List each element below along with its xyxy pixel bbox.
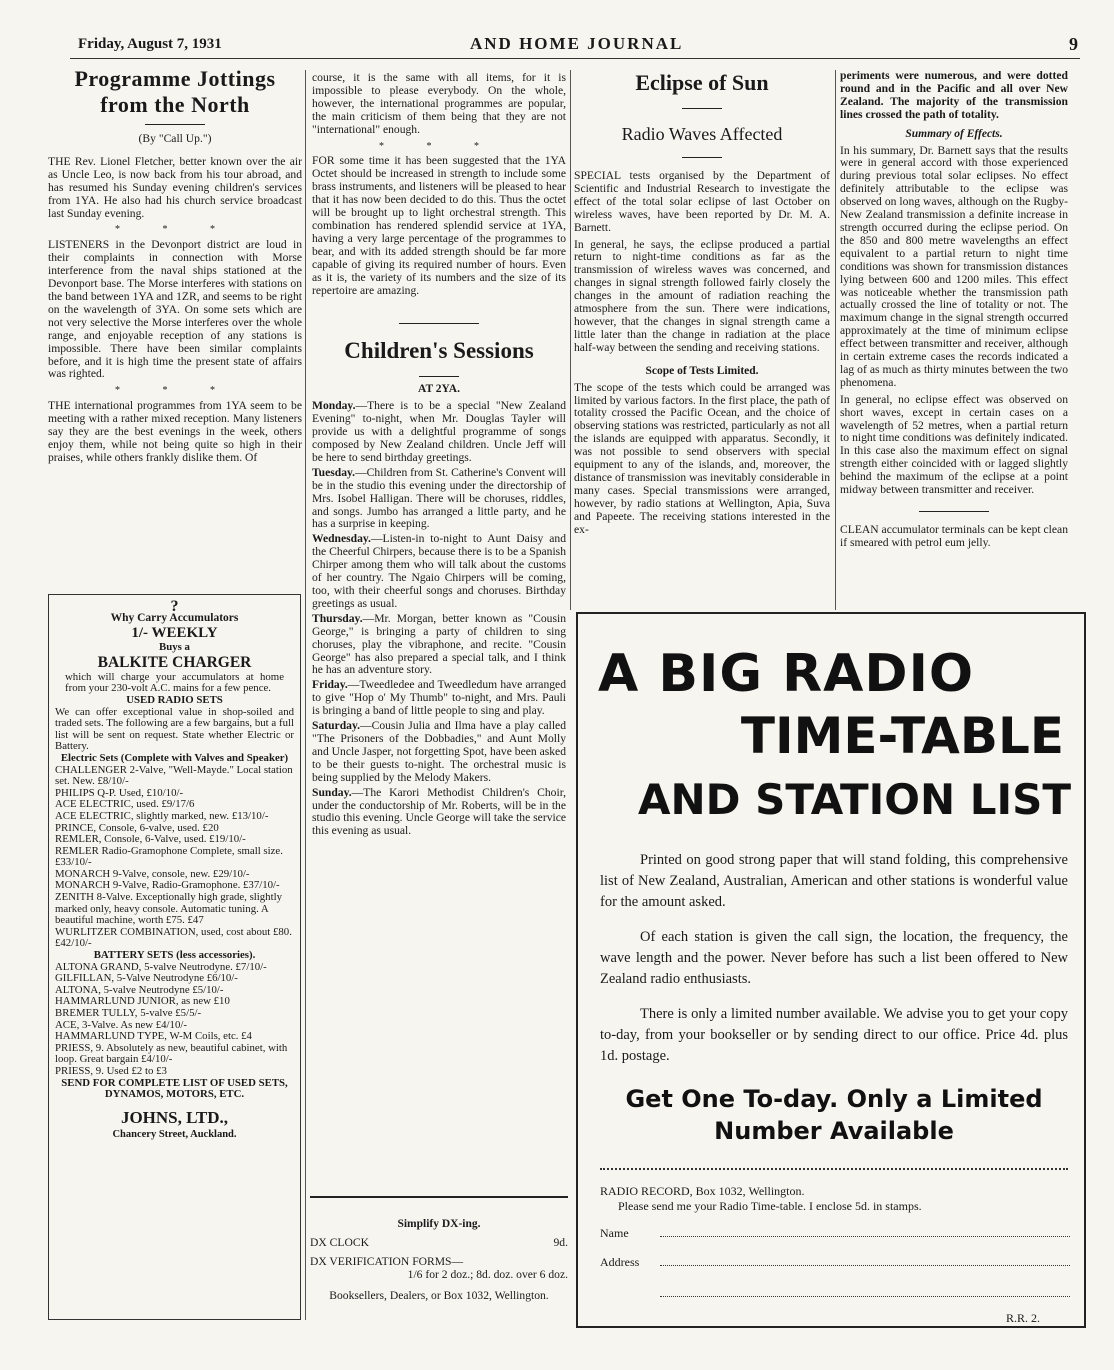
list-item: WURLITZER COMBINATION, used, cost about £80. £42/10/- bbox=[55, 925, 292, 950]
coupon-cutline bbox=[600, 1168, 1068, 1170]
column-programme-jottings bbox=[48, 66, 302, 469]
coupon-request: Please send me your Radio Time-table. I enclose 5d. in stamps. bbox=[618, 1199, 922, 1213]
address-row-2 bbox=[600, 1286, 1070, 1297]
paragraph: periments were numerous, and were dotted round and in the Pacific and all over New Zealand. The majority of the transmission lines crossed the path of totality. bbox=[840, 69, 1068, 121]
list-item: ALTONA, 5-valve Neutrodyne £5/10/- bbox=[55, 983, 224, 996]
schedule-item-sunday: Sunday.—The Karori Methodist Children's Choir, under the conductorship of Mr. Roberts, will be in the studio this evening. Uncle George will take the service this evening as usual. bbox=[312, 785, 566, 838]
divider bbox=[145, 124, 205, 125]
paragraph: SPECIAL tests organised by the Department of Scientific and Industrial Research to investigate the effect of the total solar eclipse of last October on wireless waves, have been reported by Dr. M. A. Barnett. bbox=[574, 169, 830, 234]
dx-clock-row bbox=[310, 1237, 568, 1250]
paragraph: course, it is the same with all items, for it is impossible to please everybody. On the whole, however, the international programmes are popular, the main criticism of them being that they are not "international" enough. bbox=[312, 71, 566, 136]
dx-clock-label: DX CLOCK bbox=[310, 1235, 369, 1249]
address-row bbox=[600, 1255, 1070, 1270]
list-item: ALTONA GRAND, 5-valve Neutrodyne. £7/10/- bbox=[55, 960, 267, 973]
paragraph: THE Rev. Lionel Fletcher, better known over the air as Uncle Leo, is now back from his tour abroad, and has resumed his Sunday evening children's services from 1YA. He also had his church service broadcast last Sunday evening. bbox=[48, 154, 302, 220]
list-item: PRIESS, 9. Absolutely as new, beautiful cabinet, with loop. Great bargain £4/10/- bbox=[55, 1041, 288, 1066]
list-item: REMLER, Console, 6-Valve, used. £19/10/- bbox=[55, 833, 246, 846]
dx-where: Booksellers, Dealers, or Box 1032, Wellington. bbox=[329, 1288, 549, 1302]
column-eclipse bbox=[574, 70, 830, 540]
list-item: REMLER Radio-Gramophone Complete, small size. £33/10/- bbox=[55, 844, 283, 869]
paragraph: In his summary, Dr. Barnett says that the results were in general accord with those experienced during previous total solar eclipses. No effect definitely attributable to the eclipse was observed on long waves, although on the Rugby-New Zealand transmission a definite increase in strength occurred during the eclipse period. On the 850 and 800 metre wavelengths an effect equivalent to a partial return to night time conditions was shown for transmission distances lying between 600 and 1200 miles. This effect was noticeable whether the transmission path actually crossed the line of totality or not. The maximum change in the signal strength occurred approximately at the time of minimum eclipse effect between transmitter and receiver, although in certain extreme cases the records indicated a lag of as much as thirty minutes between the two phenomena. bbox=[840, 143, 1068, 389]
list-item: ACE ELECTRIC, slightly marked, new. £13/10/- bbox=[55, 809, 269, 822]
dx-notice bbox=[310, 1196, 568, 1303]
ad-paragraph: Printed on good strong paper that will stand folding, this comprehensive list of New Zealand, Australian, American and other stations is wonderful value for the amount asked. bbox=[600, 852, 1068, 910]
schedule-item-saturday: Saturday.—Cousin Julia and Ilma have a play called "The Prisoners of the Dobbadies," and Aunt Molly and Uncle Jasper, not forgetting Spot, have been asked to be their guests to-night. The orchestral music is being supplied by the Melody Makers. bbox=[312, 719, 566, 784]
list-item: PHILIPS Q-P. Used, £10/10/- bbox=[55, 786, 184, 799]
list-item: ACE, 3-Valve. As new £4/10/- bbox=[55, 1018, 187, 1031]
column-eclipse-continued bbox=[840, 70, 1068, 554]
schedule-item-thursday: Thursday.—Mr. Morgan, better known as "Cousin George," is bringing a party of children to sing choruses, play the vibraphone, and recite. "Cousin George" has also prepared a special talk, and I think he has an adventure story. bbox=[312, 611, 566, 677]
separator-stars: * * * bbox=[115, 385, 235, 397]
ad-paragraph: There is only a limited number available. We advise you to get your copy to-day, from your bookseller or by sending direct to our office. Price 4d. plus 1d. postage. bbox=[600, 1006, 1068, 1064]
list-item: MONARCH 9-Valve, Radio-Gramophone. £37/10/- bbox=[55, 879, 280, 892]
advert-johns-ltd bbox=[48, 594, 301, 1320]
article-subtitle: Radio Waves Affected bbox=[621, 124, 783, 144]
ad-description: which will charge your accumulators at home from your 230-volt A.C. mains for a few pence. bbox=[65, 670, 284, 695]
address-field[interactable] bbox=[660, 1255, 1070, 1266]
schedule-item-wednesday: Wednesday.—Listen-in to-night to Aunt Daisy and the Cheerful Chirpers, because there is to be a Spanish Chirper among them who will talk about the customs of her country. The Ngaio Chirpers will be coming, too, with their cheerful songs and choruses. Birthday greetings as usual. bbox=[312, 532, 566, 610]
list-item: HAMMARLUND JUNIOR, as new £10 bbox=[55, 995, 230, 1008]
ad-cta-2: Number Available bbox=[714, 1117, 954, 1145]
column-rule bbox=[570, 70, 571, 610]
divider bbox=[919, 511, 989, 512]
header-journal: AND HOME JOURNAL bbox=[470, 34, 684, 53]
column-rule bbox=[835, 70, 836, 610]
divider bbox=[419, 376, 459, 377]
ad-paragraph: Of each station is given the call sign, the location, the frequency, the wave length and the power. Never before has such a list been offered to New Zealand radio enthusiasts. bbox=[600, 929, 1068, 987]
header-date: Friday, August 7, 1931 bbox=[78, 36, 222, 52]
address-field-2[interactable] bbox=[660, 1286, 1070, 1297]
divider bbox=[682, 108, 722, 109]
name-field[interactable] bbox=[660, 1226, 1070, 1237]
paragraph: FOR some time it has been suggested that the 1YA Octet should be increased in strength to include some brass instruments, and listeners will be pleased to hear that it has now been decided to do this. Thus the octet will be brought up to light orchestral strength. This combination has rendered splendid service at 1YA, having a very large percentage of the programmes to bear, and with its added strength should be far more capable of giving its required number of hours. Even as it is, the variety of its numbers and the size of its repertoire are amazing. bbox=[312, 154, 566, 297]
separator-stars: * * * bbox=[379, 140, 499, 152]
company-name: JOHNS, LTD., bbox=[120, 1107, 229, 1127]
send-for-list: SEND FOR COMPLETE LIST OF USED SETS, DYNAMOS, MOTORS, ETC. bbox=[61, 1076, 288, 1101]
ad-buys: Buys a bbox=[159, 641, 190, 654]
schedule-item-friday: Friday.—Tweedledee and Tweedledum have arranged to give "Hop o' My Thumb" to-night, and Mrs. Pauli is bringing a band of little people to sing and play. bbox=[312, 678, 566, 718]
schedule-item-tuesday: Tuesday.—Children from St. Catherine's Convent will be in the studio this evening under the directorship of Mrs. Isobel Halligan. There will be choruses, riddles, and songs. Jumbo has arranged a little party, and he has a surprise in keeping. bbox=[312, 465, 566, 531]
ad-headline-1: A BIG RADIO bbox=[598, 644, 975, 704]
separator-stars: * * * bbox=[115, 224, 235, 236]
header-page-number: 9 bbox=[1069, 34, 1078, 54]
byline: (By "Call Up.") bbox=[138, 132, 212, 145]
ad-body bbox=[600, 850, 1068, 1077]
list-item: ACE ELECTRIC, used. £9/17/6 bbox=[55, 798, 195, 811]
name-row bbox=[600, 1226, 1070, 1241]
column-rule bbox=[305, 70, 306, 1320]
dx-forms: DX VERIFICATION FORMS— bbox=[310, 1254, 464, 1268]
name-label: Name bbox=[600, 1226, 629, 1240]
article-title-eclipse: Eclipse of Sun bbox=[635, 70, 769, 95]
dx-title: Simplify DX-ing. bbox=[397, 1218, 481, 1230]
dx-forms-price: 1/6 for 2 doz.; 8d. doz. over 6 doz. bbox=[407, 1267, 568, 1281]
paragraph: CLEAN accumulator terminals can be kept clean if smeared with petrol eum jelly. bbox=[840, 523, 1068, 549]
coupon-code: R.R. 2. bbox=[1005, 1311, 1040, 1325]
list-item: CHALLENGER 2-Valve, "Well-Mayde." Local station set. New. £8/10/- bbox=[55, 763, 293, 788]
divider bbox=[399, 323, 479, 324]
article-title-jottings: Programme Jottings from the North bbox=[74, 66, 276, 117]
page-header bbox=[70, 34, 1080, 59]
address-label: Address bbox=[600, 1255, 640, 1269]
section-heading: Summary of Effects. bbox=[905, 127, 1003, 140]
list-item: HAMMARLUND TYPE, W-M Coils, etc. £4 bbox=[55, 1030, 252, 1043]
used-sets-text: We can offer exceptional value in shop-soiled and traded sets. The following are a few bargains, but a full list will be sent on request. State whether Electric or Battery. bbox=[55, 705, 294, 753]
electric-sets-title: Electric Sets (Complete with Valves and Speaker) bbox=[60, 751, 289, 764]
battery-sets-title: BATTERY SETS (less accessories). bbox=[93, 949, 256, 962]
section-heading: Scope of Tests Limited. bbox=[645, 364, 759, 377]
list-item: BREMER TULLY, 5-valve £5/5/- bbox=[55, 1007, 202, 1019]
question-mark: ? bbox=[170, 598, 179, 615]
list-item: PRIESS, 9. Used £2 to £3 bbox=[55, 1064, 167, 1077]
station-heading: AT 2YA. bbox=[418, 383, 460, 396]
paragraph: In general, he says, the eclipse produced a partial return to night-time conditions as far as the transmission of wireless waves was concerned, and changes in signal strength followed fairly closely the changes in the amount of radiation reaching the atmosphere from the sun. There were indications, however, that the changes in signal strength came a little later than the change in radiation at the place half-way between the sending and receiving stations. bbox=[574, 237, 830, 354]
list-item: ZENITH 8-Valve. Exceptionally high grade, slightly marked only, heavy console. Automatic tuning. A beautiful machine, worth £75. £47 bbox=[55, 891, 282, 927]
dx-clock-price: 9d. bbox=[553, 1235, 568, 1249]
ad-headline-3: AND STATION LIST bbox=[638, 775, 1072, 824]
schedule-item-monday: Monday.—There is to be a special "New Zealand Evening" to-night, when Mr. Douglas Tayler will provide us with a delightful programme of songs composed by New Zealand children. Uncle Jeff will be here to send birthday greetings. bbox=[312, 399, 566, 464]
paragraph: The scope of the tests which could be arranged was limited by various factors. In the first place, the path of totality crossed the Pacific Ocean, and the choice of observing stations was restricted, particularly as not all the islands are equipped with apparatus. Secondly, it was not possible to send observers with special equipment to any of the islands, and, moreover, the distance of transmission was inevitably considerable in many cases. Special transmissions were arranged, however, by radio stations at Wellington, Apia, Suva and Papeete. The receiving stations interested in the ex- bbox=[574, 380, 830, 536]
company-address: Chancery Street, Auckland. bbox=[112, 1128, 237, 1140]
ad-cta-1: Get One To-day. Only a Limited bbox=[625, 1085, 1043, 1113]
coupon-address: RADIO RECORD, Box 1032, Wellington. bbox=[600, 1184, 805, 1198]
divider bbox=[682, 157, 722, 158]
ad-price: 1/- WEEKLY bbox=[131, 625, 218, 642]
used-sets-title: USED RADIO SETS bbox=[126, 693, 223, 706]
advert-radio-timetable bbox=[576, 612, 1086, 1328]
list-item: GILFILLAN, 5-Valve Neutrodyne £6/10/- bbox=[55, 972, 238, 985]
ad-product: BALKITE CHARGER bbox=[97, 653, 252, 671]
column-middle-left bbox=[312, 72, 566, 840]
paragraph: In general, no eclipse effect was observed on short waves, except in certain cases on a wavelength of 52 metres, when a partial return to night time conditions was definitely indicated. In this case also the maximum effect on signal strength either coincided with or lagged slightly behind the maximum of the eclipse at a point midway between transmitter and receiver. bbox=[840, 392, 1068, 497]
article-title-childrens-sessions: Children's Sessions bbox=[344, 338, 534, 364]
list-item: PRINCE, Console, 6-valve, used. £20 bbox=[55, 821, 219, 834]
list-item: MONARCH 9-Valve, console, new. £29/10/- bbox=[55, 867, 250, 880]
ad-headline-2: TIME-TABLE bbox=[740, 707, 1064, 765]
ad-headline: Why Carry Accumulators bbox=[110, 611, 239, 624]
paragraph: LISTENERS in the Devonport district are loud in their complaints in connection with Morse interference from the naval ships stationed at the Devonport base. The Morse interferes with stations on the band between 1YA and 1ZR, and seems to be right on the wavelength of 3YA. On some sets which are not very selective the Morse interferes over the whole range, and enjoyable reception of any stations is impossible. There have been similar complaints before, and it is high time the present state of affairs was righted. bbox=[48, 238, 302, 381]
order-coupon bbox=[600, 1184, 1070, 1326]
paragraph: THE international programmes from 1YA seem to be meeting with a rather mixed reception. Many listeners say they are the best evenings in the week, others enjoy them, while not being quite so high in their praises, while others frankly dislike them. Of bbox=[48, 399, 302, 464]
